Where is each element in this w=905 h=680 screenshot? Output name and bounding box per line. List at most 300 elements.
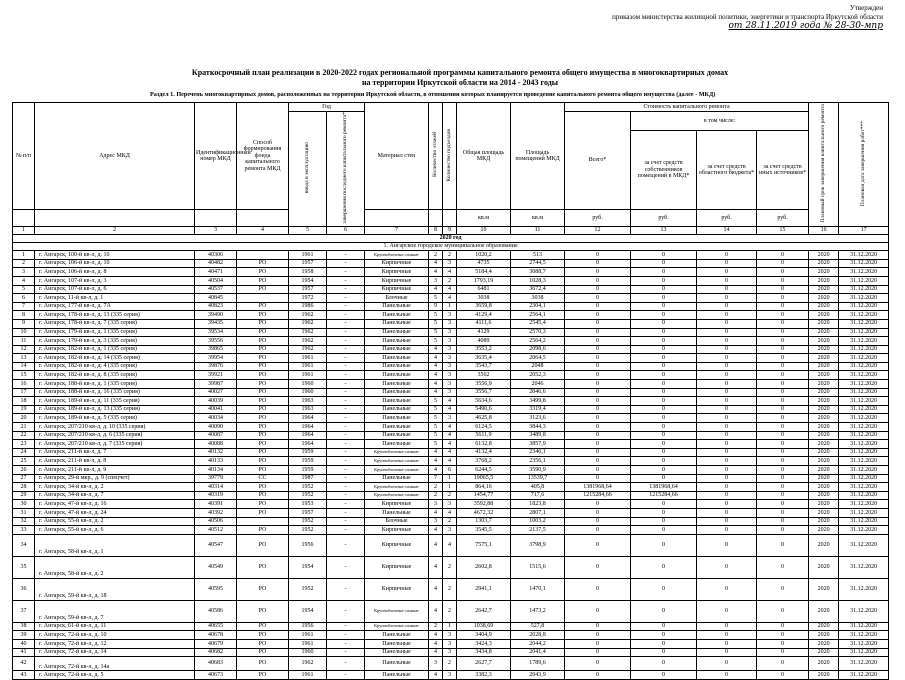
table-cell: 40391 — [195, 500, 237, 509]
table-cell: 2020 — [809, 631, 839, 640]
table-cell: 0 — [757, 337, 809, 346]
table-cell: Кирпичные — [365, 259, 429, 268]
table-cell: 1952 — [289, 483, 327, 492]
table-cell: г. Ангарск, 72-й кв-л, д. 14 — [35, 648, 195, 657]
table-cell: РО — [237, 500, 289, 509]
table-row — [13, 440, 889, 449]
table-cell: 0 — [631, 345, 697, 354]
table-cell: РО — [237, 483, 289, 492]
table-cell: 0 — [757, 319, 809, 328]
table-cell: 40027 — [195, 388, 237, 397]
table-cell: - — [327, 302, 365, 311]
table-cell: 2020 — [809, 622, 839, 631]
table-cell: 39779 — [195, 474, 237, 483]
table-row — [13, 448, 889, 457]
table-cell: 0 — [697, 578, 757, 600]
table-cell: 0 — [757, 466, 809, 475]
table-cell: 5 — [429, 414, 443, 423]
table-row — [13, 388, 889, 397]
table-cell: 0 — [697, 371, 757, 380]
table-cell: - — [327, 448, 365, 457]
table-cell: 4 — [443, 423, 457, 432]
table-cell: 5634,6 — [457, 397, 511, 406]
column-number: 9 — [443, 227, 457, 235]
table-cell: 0 — [697, 405, 757, 414]
table-cell: 0 — [697, 431, 757, 440]
table-cell: 0 — [697, 388, 757, 397]
table-row — [13, 371, 889, 380]
table-cell: 405,8 — [511, 483, 565, 492]
table-cell: 0 — [631, 268, 697, 277]
table-cell: 0 — [631, 474, 697, 483]
table-cell: - — [327, 491, 365, 500]
table-cell: 27 — [13, 474, 35, 483]
table-cell: 0 — [757, 259, 809, 268]
table-cell: 6124,5 — [457, 423, 511, 432]
table-cell: 3 — [443, 648, 457, 657]
table-cell: - — [327, 457, 365, 466]
table-cell: 1953 — [289, 500, 327, 509]
table-cell: 4129,4 — [457, 311, 511, 320]
table-cell: 1957 — [289, 285, 327, 294]
table-cell: Крупноблочные силикат — [365, 483, 429, 492]
table-row — [13, 345, 889, 354]
table-cell: 40845 — [195, 294, 237, 303]
table-cell: 3556,9 — [457, 380, 511, 389]
table-cell: 30 — [13, 500, 35, 509]
table-row — [13, 631, 889, 640]
table-cell: 31.12.2020 — [839, 508, 889, 517]
table-cell: 19 — [13, 405, 35, 414]
table-cell: 2020 — [809, 319, 839, 328]
table-cell: 40471 — [195, 268, 237, 277]
table-cell: 3543,7 — [457, 362, 511, 371]
table-cell: 32 — [13, 517, 35, 526]
table-row — [13, 534, 889, 556]
municipality-row — [13, 243, 889, 251]
table-cell: Крупноблочные силикат — [365, 600, 429, 622]
table-cell: 5 — [429, 319, 443, 328]
table-cell: 717,6 — [511, 491, 565, 500]
table-cell: 40090 — [195, 423, 237, 432]
table-cell: 5 — [429, 311, 443, 320]
table-cell: 2048 — [511, 362, 565, 371]
table-cell: 0 — [757, 251, 809, 260]
table-cell: - — [327, 251, 365, 260]
table-row — [13, 328, 889, 337]
table-cell: - — [327, 328, 365, 337]
table-cell: г. Ангарск, 177-й кв-л, д. 7А — [35, 302, 195, 311]
table-cell: 31.12.2020 — [839, 600, 889, 622]
table-cell: 4 — [429, 600, 443, 622]
table-cell: 1470,1 — [511, 578, 565, 600]
column-number: 16 — [809, 227, 839, 235]
table-cell: 3382,3 — [457, 671, 511, 680]
table-cell: 4 — [443, 508, 457, 517]
table-cell: 7575,1 — [457, 534, 511, 556]
table-cell: 1003,2 — [511, 517, 565, 526]
table-cell: 0 — [757, 639, 809, 648]
column-number: 8 — [429, 227, 443, 235]
table-cell: г. Ангарск, 207/210 кв-л, д. 6 (335 серия) — [35, 431, 195, 440]
table-cell: 0 — [631, 380, 697, 389]
table-cell: г. Ангарск, 29-й мкр., д. 9 (спецчет) — [35, 474, 195, 483]
table-cell: 12 — [13, 345, 35, 354]
table-cell: 2 — [443, 517, 457, 526]
table-cell: 40087 — [195, 431, 237, 440]
table-cell: 1961 — [289, 639, 327, 648]
approval-signature-line: от 28.11.2019 года № 28-30-мпр — [728, 21, 883, 31]
table-cell — [237, 251, 289, 260]
table-cell: 3404,9 — [457, 631, 511, 640]
unit-total-rub: руб. — [565, 210, 631, 227]
table-row — [13, 526, 889, 535]
table-row — [13, 648, 889, 657]
header-owners: за счет средств собственников помещений в МКД* — [631, 130, 697, 210]
table-cell: 2 — [443, 251, 457, 260]
table-cell: 2020 — [809, 311, 839, 320]
table-cell: 3844,3 — [511, 423, 565, 432]
mkd-table — [12, 102, 889, 680]
table-cell: Панельные — [365, 345, 429, 354]
column-number: 2 — [35, 227, 195, 235]
table-cell: г. Ангарск, 47-й кв-л, д. 24 — [35, 508, 195, 517]
table-cell: 31.12.2020 — [839, 259, 889, 268]
table-cell: 5 — [429, 397, 443, 406]
table-cell: Панельные — [365, 508, 429, 517]
column-number: 12 — [565, 227, 631, 235]
table-cell: 0 — [697, 268, 757, 277]
table-cell: 0 — [631, 517, 697, 526]
table-cell: 31.12.2020 — [839, 345, 889, 354]
table-cell: 3562 — [457, 371, 511, 380]
table-cell: 0 — [565, 328, 631, 337]
table-cell: 40482 — [195, 259, 237, 268]
table-cell: 4672,32 — [457, 508, 511, 517]
table-cell: г. Ангарск, 179-й кв-л, д. 1 (335 серия) — [35, 328, 195, 337]
table-cell: РО — [237, 431, 289, 440]
table-cell: г. Ангарск, 189-й кв-л, д. 13 (335 серия) — [35, 405, 195, 414]
table-cell: 0 — [757, 354, 809, 363]
table-cell: РО — [237, 388, 289, 397]
table-cell: Панельные — [365, 648, 429, 657]
table-cell: 2020 — [809, 517, 839, 526]
table-cell: 1515,6 — [511, 556, 565, 578]
table-cell: 31.12.2020 — [839, 578, 889, 600]
table-cell: 4 — [443, 294, 457, 303]
table-cell: 3 — [443, 311, 457, 320]
table-cell: 0 — [565, 671, 631, 680]
table-cell: 2020 — [809, 302, 839, 311]
table-cell: 35 — [13, 556, 35, 578]
table-cell: 31.12.2020 — [839, 491, 889, 500]
table-cell: 1952 — [289, 578, 327, 600]
table-cell: 2020 — [809, 414, 839, 423]
table-cell: 0 — [757, 483, 809, 492]
table-cell: Панельные — [365, 388, 429, 397]
table-cell: 43 — [13, 671, 35, 680]
table-cell: 40549 — [195, 556, 237, 578]
table-cell: 40392 — [195, 508, 237, 517]
table-cell: 3 — [429, 657, 443, 671]
table-cell: 1960 — [289, 648, 327, 657]
table-cell: г. Ангарск, 100-й кв-л, д. 10 — [35, 251, 195, 260]
table-cell: 0 — [697, 648, 757, 657]
table-cell: 0 — [631, 578, 697, 600]
table-cell: 2020 — [809, 508, 839, 517]
table-cell: 0 — [565, 414, 631, 423]
table-cell: 2020 — [809, 423, 839, 432]
column-number: 14 — [697, 227, 757, 235]
table-cell: 3857,9 — [511, 440, 565, 449]
table-cell: 2064,5 — [511, 354, 565, 363]
table-cell: 40041 — [195, 405, 237, 414]
table-cell: РО — [237, 276, 289, 285]
table-cell: РО — [237, 508, 289, 517]
table-cell: - — [327, 578, 365, 600]
table-cell: г. Ангарск, 188-й кв-л, д. 16 (335 серия) — [35, 388, 195, 397]
document-title — [120, 68, 800, 88]
table-cell: 2 — [13, 259, 35, 268]
table-cell: 0 — [757, 657, 809, 671]
table-cell: 3 — [443, 345, 457, 354]
table-cell: - — [327, 285, 365, 294]
table-cell: 2020 — [809, 371, 839, 380]
table-cell: 0 — [697, 534, 757, 556]
table-cell: 1954 — [289, 276, 327, 285]
table-row — [13, 556, 889, 578]
table-cell: 40655 — [195, 622, 237, 631]
table-cell: 5 — [429, 294, 443, 303]
table-cell: 1 — [443, 302, 457, 311]
table-cell: 26 — [13, 466, 35, 475]
table-cell: - — [327, 345, 365, 354]
table-cell: 4 — [429, 466, 443, 475]
table-cell: 0 — [565, 578, 631, 600]
table-cell: 0 — [631, 534, 697, 556]
table-cell: 1961 — [289, 362, 327, 371]
table-cell: - — [327, 319, 365, 328]
header-unit-empty-2 — [35, 210, 195, 227]
table-cell: 0 — [757, 631, 809, 640]
table-cell: 2046 — [511, 380, 565, 389]
table-cell: г. Ангарск, 211-й кв-л, д. 7 — [35, 448, 195, 457]
table-cell: 527,8 — [511, 622, 565, 631]
table-row — [13, 362, 889, 371]
table-cell: - — [327, 639, 365, 648]
table-cell: 0 — [565, 440, 631, 449]
table-cell: 1964 — [289, 431, 327, 440]
table-cell: 2020 — [809, 534, 839, 556]
table-cell: 1962 — [289, 319, 327, 328]
table-cell: Панельные — [365, 657, 429, 671]
table-row — [13, 414, 889, 423]
table-cell: 0 — [757, 345, 809, 354]
table-cell: 0 — [757, 380, 809, 389]
table-cell: 4735 — [457, 259, 511, 268]
table-cell: Панельные — [365, 354, 429, 363]
table-cell: РО — [237, 457, 289, 466]
table-cell: 2020 — [809, 671, 839, 680]
table-cell: 0 — [697, 508, 757, 517]
table-cell: 4 — [13, 276, 35, 285]
table-cell: 0 — [697, 251, 757, 260]
table-cell: 7 — [13, 302, 35, 311]
header-unit-empty-3 — [195, 210, 237, 227]
table-cell: - — [327, 423, 365, 432]
column-number: 13 — [631, 227, 697, 235]
table-cell: - — [327, 259, 365, 268]
table-cell: 31.12.2020 — [839, 431, 889, 440]
table-cell: 1959 — [289, 448, 327, 457]
table-cell: 31.12.2020 — [839, 414, 889, 423]
table-cell: 3 — [443, 337, 457, 346]
table-cell: Блочные — [365, 294, 429, 303]
table-row — [13, 311, 889, 320]
table-cell: 0 — [697, 600, 757, 622]
table-cell: РО — [237, 311, 289, 320]
table-cell: - — [327, 483, 365, 492]
header-id: Идентификационный номер МКД — [195, 103, 237, 210]
table-cell: г. Ангарск, 11-й кв-л, д. 1 — [35, 294, 195, 303]
unit-total-area: кв.м — [457, 210, 511, 227]
table-cell: 31.12.2020 — [839, 639, 889, 648]
table-cell: 1952 — [289, 517, 327, 526]
table-cell: 1303,7 — [457, 517, 511, 526]
table-cell: 0 — [565, 319, 631, 328]
table-cell: РО — [237, 671, 289, 680]
table-cell: 1964 — [289, 440, 327, 449]
table-cell: 5 — [429, 440, 443, 449]
table-cell: 31.12.2020 — [839, 671, 889, 680]
header-entrances-text: Количество подъездов — [446, 128, 453, 182]
column-number-row — [13, 227, 889, 235]
table-cell: 39987 — [195, 380, 237, 389]
table-cell: 2020 — [809, 362, 839, 371]
table-cell: 2 — [429, 251, 443, 260]
table-cell: 31.12.2020 — [839, 380, 889, 389]
table-cell: 0 — [757, 371, 809, 380]
table-cell: 2098,6 — [511, 345, 565, 354]
table-cell: 3 — [443, 354, 457, 363]
table-cell: 0 — [631, 371, 697, 380]
table-cell: 31.12.2020 — [839, 483, 889, 492]
table-cell: Кирпичные — [365, 268, 429, 277]
table-cell: 31.12.2020 — [839, 423, 889, 432]
table-cell: 31.12.2020 — [839, 474, 889, 483]
table-cell: 5 — [429, 405, 443, 414]
table-cell: 31.12.2020 — [839, 276, 889, 285]
table-cell: РО — [237, 423, 289, 432]
table-cell: 4 — [443, 285, 457, 294]
header-unit-empty-8 — [429, 210, 443, 227]
table-cell: 5611,9 — [457, 431, 511, 440]
table-cell: 23 — [13, 440, 35, 449]
table-cell: РО — [237, 414, 289, 423]
table-cell: Панельные — [365, 302, 429, 311]
table-cell: 40134 — [195, 466, 237, 475]
table-cell: 0 — [757, 423, 809, 432]
table-row — [13, 657, 889, 671]
table-cell: г. Ангарск, 72-й кв-л, д. 14а — [35, 657, 195, 671]
table-cell: 0 — [565, 457, 631, 466]
header-num: № п/п — [13, 103, 35, 210]
table-cell: 2 — [443, 657, 457, 671]
table-cell: 4 — [429, 371, 443, 380]
table-cell: 0 — [697, 622, 757, 631]
table-cell: 18 — [13, 397, 35, 406]
table-cell: 4 — [443, 405, 457, 414]
table-cell: 2020 — [809, 639, 839, 648]
table-cell: 6244,5 — [457, 466, 511, 475]
table-cell: Кирпичные — [365, 276, 429, 285]
table-cell: г. Ангарск, 58-й кв-л, д. 1 — [35, 534, 195, 556]
table-cell: 1958 — [289, 268, 327, 277]
table-row — [13, 268, 889, 277]
column-number: 11 — [511, 227, 565, 235]
table-cell: 3 — [443, 380, 457, 389]
header-year-last-repair-text: завершения последнего капитального ремонта* — [342, 112, 349, 224]
table-cell: 0 — [565, 268, 631, 277]
table-row — [13, 337, 889, 346]
header-unit-empty-7 — [365, 210, 429, 227]
column-number: 4 — [237, 227, 289, 235]
table-cell: г. Ангарск, 107-й кв-л, д. 3 — [35, 276, 195, 285]
table-cell: 0 — [757, 457, 809, 466]
title-line-1: Краткосрочный план реализации в 2020-2022 годах региональной программы капитального ремонта общего имущества в многоквартирных домах — [191, 68, 729, 77]
table-cell: - — [327, 517, 365, 526]
table-cell: 0 — [697, 491, 757, 500]
table-cell: 0 — [757, 440, 809, 449]
table-cell: Кирпичные — [365, 526, 429, 535]
table-cell: 3 — [443, 631, 457, 640]
municipality-name: 1. Ангарское городское муниципальное образование — [13, 243, 889, 251]
table-cell: Кирпичные — [365, 534, 429, 556]
table-cell: 4 — [429, 285, 443, 294]
table-cell: 6 — [443, 466, 457, 475]
table-cell: 40 — [13, 639, 35, 648]
table-cell: 38 — [13, 622, 35, 631]
table-cell: 2137,5 — [511, 526, 565, 535]
table-cell: 2744,5 — [511, 259, 565, 268]
table-cell: 0 — [697, 276, 757, 285]
table-cell: 0 — [697, 639, 757, 648]
table-row — [13, 276, 889, 285]
table-cell: 2570,3 — [511, 328, 565, 337]
table-cell: 4 — [429, 457, 443, 466]
table-cell: 1215284,66 — [565, 491, 631, 500]
table-cell: 4 — [429, 448, 443, 457]
table-cell: г. Ангарск, 55-й кв-л, д. 6 — [35, 526, 195, 535]
table-cell: 4 — [429, 345, 443, 354]
table-cell: 864,16 — [457, 483, 511, 492]
table-cell: 1972 — [289, 294, 327, 303]
table-cell: РО — [237, 534, 289, 556]
table-cell: 31.12.2020 — [839, 457, 889, 466]
table-cell: 3 — [443, 414, 457, 423]
table-cell: 3434,8 — [457, 648, 511, 657]
table-cell: 0 — [697, 556, 757, 578]
table-cell: 3672,4 — [511, 285, 565, 294]
table-cell: 3590,9 — [511, 466, 565, 475]
table-cell: 31.12.2020 — [839, 534, 889, 556]
table-cell: Панельные — [365, 431, 429, 440]
table-cell: г. Ангарск, 182-й кв-л, д. 1 (335 серия) — [35, 345, 195, 354]
table-cell: 4 — [429, 526, 443, 535]
table-cell: 31.12.2020 — [839, 362, 889, 371]
table-cell: 0 — [631, 466, 697, 475]
table-cell: 39556 — [195, 337, 237, 346]
